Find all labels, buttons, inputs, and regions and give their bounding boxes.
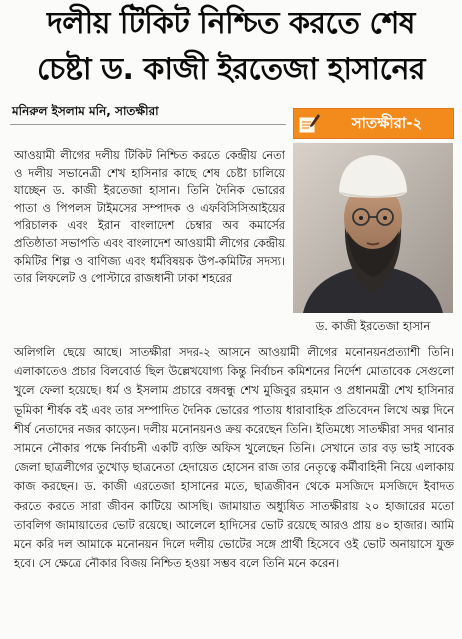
headline-line-2: চেষ্টা ড. কাজী ইরতেজা হাসানের <box>36 52 426 87</box>
article-body-column <box>14 147 285 288</box>
section-badge <box>293 108 454 139</box>
article-paragraph-intro: আওয়ামী লীগের দলীয় টিকিট নিশ্চিত করতে কেন্দ্রীয় নেতা ও দলীয় সভানেত্রী শেখ হাসিনার কাছে শেষ চেষ্টা চালিয়ে যাচ্ছেন ড. কাজী ইরতেজা হাসান। তিনি দৈনিক ভোরের পাতা ও পিপলস টাইমসের সম্পাদক ও এফবিসিসিআইয়ের পরিচালক এবং ইরান বাংলাদেশ চেম্বার অব কমার্সের প্রতিষ্ঠাতা সভাপতি এবং বাংলাদেশ আওয়ামী লীগের কেন্দ্রীয় কমিটির শিল্প ও বাণিজ্য এবং ধর্মবিষয়ক উপ-কমিটির সদস্য। তার লিফলেট ও পোস্টারে রাজধানী ঢাকা শহরের <box>14 148 285 286</box>
headline-line-1: দলীয় টিকিট নিশ্চিত করতে শেষ <box>47 6 415 41</box>
byline: মনিরুল ইসলাম মনি, সাতক্ষীরা <box>12 104 159 118</box>
photo-caption: ড. কাজী ইরতেজা হাসান <box>315 319 431 333</box>
article-paragraph-continued: অলিগলি ছেয়ে আছে। সাতক্ষীরা সদর-২ আসনে আওয়ামী লীগের মনোনয়নপ্রত্যাশী তিনি। এলাকাতেও প্রচার বিলবোর্ড ছিল উল্লেখযোগ্য কিন্তু নির্বাচন কমিশনের নির্দেশ মোতাবেক সেগুলো খুলে ফেলা হয়েছে। ধর্ম ও ইসলাম প্রচারে বঙ্গবন্ধু শেখ মুজিবুর রহমান ও প্রধানমন্ত্রী শেখ হাসিনার ভূমিকা শীর্ষক বই এবং তার সম্পাদিত দৈনিক ভোরের পাতায় ধারাবাহিক প্রতিবেদন লিখে অল্প দিনে শীর্ষ নেতাদের নজর কাড়েন। দলীয় মনোনয়নও ক্রয় করেছেন তিনি। ইতিমধ্যে সাতক্ষীরা সদর থানার সামনে নৌকার পক্ষে নির্বাচনী একটি ব্যক্তি অফিস খুলেছেন তিনি। সেখানে তার বড় ভাই সাবেক জেলা ছাত্রলীগের তুখোড় ছাত্রনেতা হেদায়েত হোসেন রাজ তার নেতৃত্বে কর্মীবাহিনী নিয়ে এলাকায় কাজ করছেন। ড. কাজী এরতেজা হাসানের মতে, ছাত্রজীবন থেকে মসজিদে মসজিদে ইবাদত করতে করতে সারা জীবন কাটিয়ে আসছি। জামায়াত অধ্যুষিত সাতক্ষীরায় ২০ হাজারের মতো তাবলিগ জামায়াতের ভোট রয়েছে। আলেলে হাদিসের ভোট রয়েছে আরও প্রায় ৪০ হাজার। আমি মনে করি দল আমাকে মনোনয়ন দিলে দলীয় ভোটের সঙ্গে প্রার্থী হিসেবে ওই ভোট অনায়াসে যুক্ত হবে। সে ক্ষেত্রে নৌকার বিজয় নিশ্চিত হওয়া সম্ভব বলে তিনি মনে করেন। <box>14 345 454 571</box>
section-badge-label: সাতক্ষীরা-২ <box>351 114 423 132</box>
portrait-photo <box>293 143 453 313</box>
byline-divider <box>10 124 286 125</box>
article-body-full-width <box>14 343 454 573</box>
pen-on-paper-icon <box>298 112 320 134</box>
